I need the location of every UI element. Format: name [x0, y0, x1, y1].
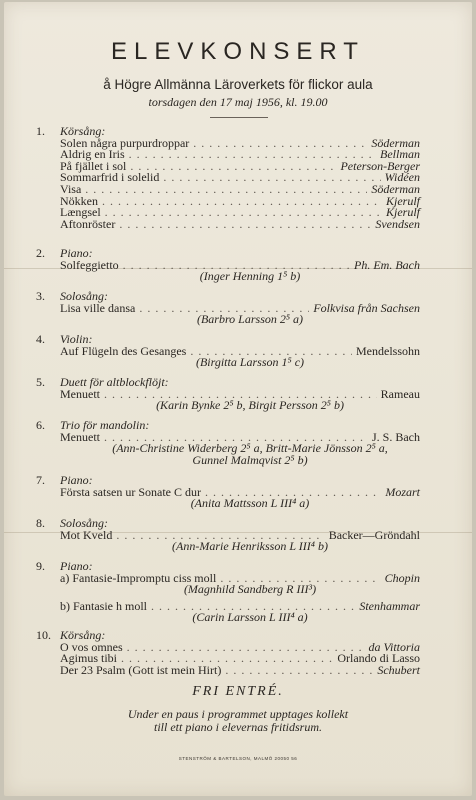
piece-title: Menuett [60, 386, 100, 401]
program-item [60, 172, 420, 184]
section-number: 1. [36, 124, 45, 138]
section-category: Piano: [60, 473, 93, 487]
composer: Rameau [380, 386, 420, 401]
performer: (Carin Larsson L III⁴ a) [192, 610, 308, 625]
composer: Ph. Em. Bach [354, 257, 420, 272]
section-category: Violin: [60, 332, 93, 346]
piece-title: Solen några purpurdroppar [60, 135, 190, 150]
piece-title: Lisa ville dansa [60, 300, 136, 315]
program-item [60, 662, 420, 677]
program-item [60, 193, 420, 208]
piece-title: Auf Flügeln des Gesanges [60, 343, 187, 358]
piece-title: Solfeggietto [60, 257, 119, 272]
printer-imprint: STENSTRÖM & BARTELSON, MALMÖ 20050 56 [178, 756, 298, 761]
performer: (Anita Mattsson L III⁴ a) [190, 496, 310, 511]
free-entry: FRI ENTRÉ. [192, 684, 284, 699]
piece-title: Sommarfrid i solelid [60, 170, 160, 185]
piece-title: Första satsen ur Sonate C dur [60, 484, 201, 499]
piece-title: Agimus tibi [60, 651, 118, 666]
composer: Orlando di Lasso [337, 651, 420, 666]
note-line: Under en paus i programmet upptages kollekt [127, 707, 349, 721]
performer: (Barbro Larsson 2⁵ a) [196, 312, 304, 327]
program-section-2 [36, 246, 420, 284]
composer: Backer—Gröndahl [328, 527, 420, 542]
piece-title: Længsel [60, 205, 101, 220]
composer: Folkvisa från Sachsen [313, 300, 420, 315]
program-section-1 [36, 124, 420, 231]
section-number: 8. [36, 516, 45, 530]
concert-date: torsdagen den 17 maj 1956, kl. 19.00 [148, 95, 328, 109]
program-section-9 [36, 559, 420, 625]
composer: Mendelssohn [356, 343, 420, 358]
section-category: Piano: [60, 246, 93, 260]
section-category: Duett för altblockflöjt: [60, 375, 169, 389]
composer: Stenhammar [359, 598, 420, 613]
section-category: Solosång: [60, 289, 108, 303]
program-item [60, 216, 420, 231]
performer: (Inger Henning 1⁵ b) [199, 269, 301, 284]
piece-title: Aftonröster [60, 216, 116, 231]
program-section-8 [36, 516, 420, 554]
composer: Schubert [377, 662, 420, 677]
piece-title: Aldrig en Iris [60, 147, 125, 162]
composer: Svendsen [375, 216, 420, 231]
composer: Söderman [371, 135, 420, 150]
piece-title: O vos omnes [60, 639, 123, 654]
note-line: till ett piano i elevernas fritidsrum. [154, 720, 322, 734]
piece-title: a) Fantasie-Impromptu ciss moll [60, 570, 217, 585]
composer: Kjerulf [385, 193, 420, 208]
performer: (Magnhild Sandberg R III³) [183, 582, 317, 597]
performer: (Karin Bynke 2⁵ b, Birgit Persson 2⁵ b) [156, 398, 344, 413]
composer: Söderman [371, 181, 420, 196]
program-section-10 [36, 628, 420, 677]
composer: J. S. Bach [372, 429, 420, 444]
piece-title: På fjället i sol [60, 158, 127, 173]
program-section-3 [36, 289, 420, 327]
performer: (Ann-Marie Henriksson L III⁴ b) [172, 539, 328, 554]
section-number: 7. [36, 473, 45, 487]
piece-title: Visa [60, 181, 82, 196]
performer: (Birgitta Larsson 1⁵ c) [195, 355, 305, 370]
program-section-5 [36, 375, 420, 413]
section-category: Körsång: [60, 628, 106, 642]
composer: Kjerulf [385, 205, 420, 220]
composer: Widéen [384, 170, 420, 185]
performer: Gunnel Malmqvist 2⁵ b) [192, 452, 308, 467]
piece-title: Mot Kveld [60, 527, 113, 542]
composer: Bellman [380, 147, 420, 162]
divider [210, 117, 268, 118]
section-number: 4. [36, 332, 45, 346]
piece-title: Der 23 Psalm (Gott ist mein Hirt) [60, 662, 222, 677]
collection-note [0, 708, 476, 734]
section-category: Trio för mandolin: [60, 418, 150, 432]
concert-title: ELEVKONSERT [111, 38, 365, 65]
section-number: 6. [36, 418, 45, 432]
program-section-4 [36, 332, 420, 370]
section-number: 2. [36, 246, 45, 260]
performer: (Ann-Christine Widerberg 2⁵ a, Britt-Marie Jönsson 2⁵ a, [112, 441, 388, 456]
section-number: 10. [36, 628, 51, 642]
section-number: 5. [36, 375, 45, 389]
section-number: 9. [36, 559, 45, 573]
program-item [60, 181, 420, 196]
section-category: Solosång: [60, 516, 108, 530]
composer: Mozart [385, 484, 420, 499]
section-number: 3. [36, 289, 45, 303]
program-section-7 [36, 473, 420, 511]
program-section-6 [36, 418, 420, 467]
section-category: Piano: [60, 559, 93, 573]
venue-subtitle: å Högre Allmänna Läroverkets för flickor aula [103, 77, 373, 92]
piece-title: Menuett [60, 429, 100, 444]
composer: da Vittoria [368, 639, 420, 654]
piece-title: Nökken [60, 193, 98, 208]
composer: Peterson-Berger [340, 158, 420, 173]
section-category: Körsång: [60, 124, 106, 138]
composer: Chopin [384, 570, 420, 585]
piece-title: b) Fantasie h moll [60, 598, 147, 613]
